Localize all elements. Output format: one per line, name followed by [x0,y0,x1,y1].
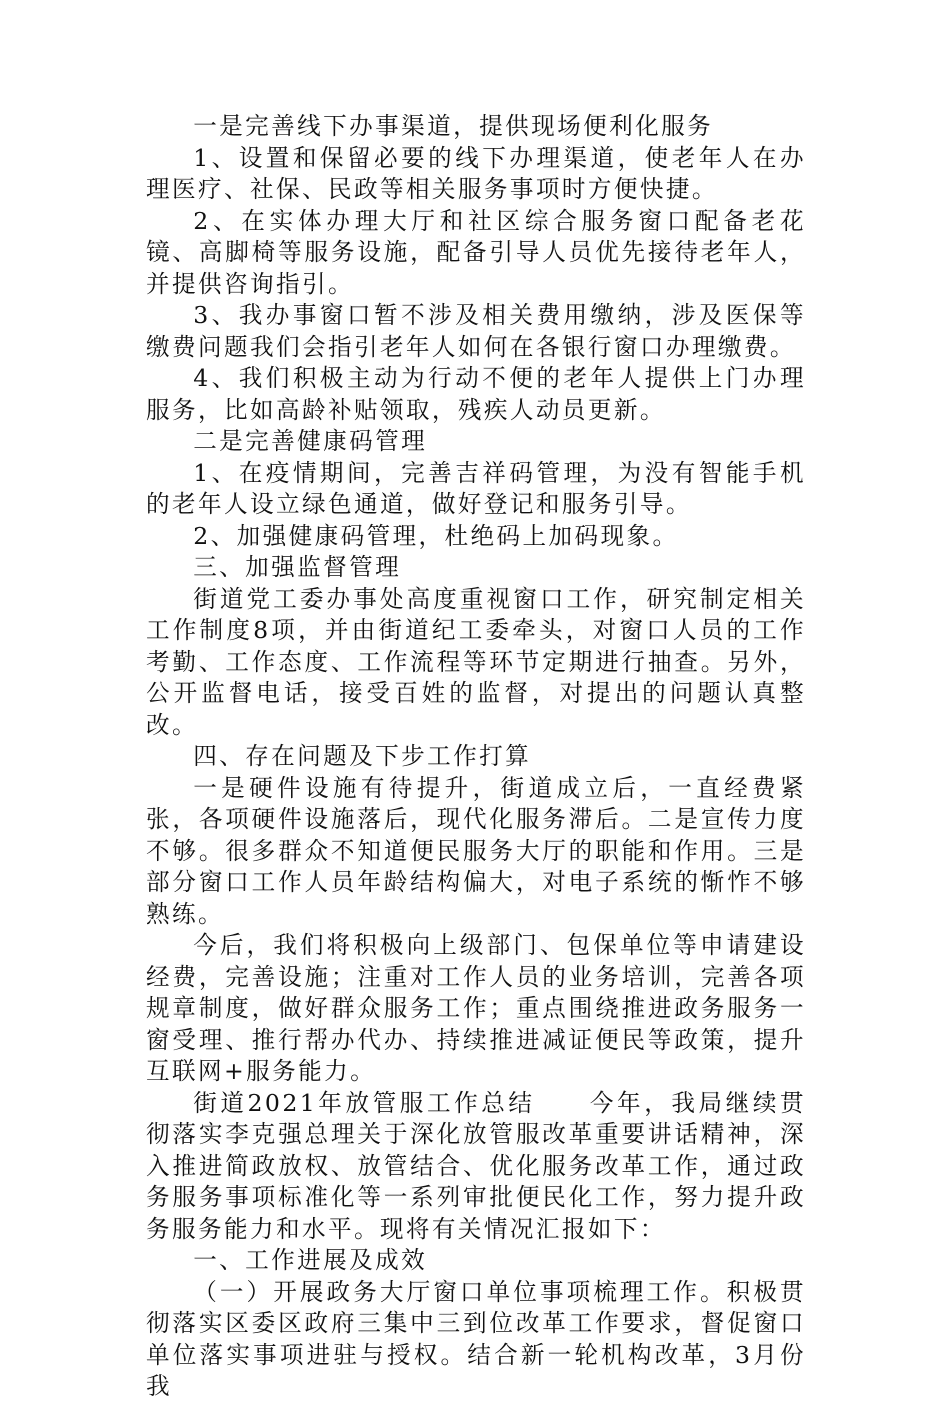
paragraph-supervision-heading: 三、加强监督管理 [193,553,402,581]
paragraph-health-code-item-1: 1、在疫情期间，完善吉祥码管理，为没有智能手机的老年人设立绿色通道，做好登记和服务引导。 [146,458,806,518]
paragraph-health-code-item-2: 2、加强健康码管理，杜绝码上加码现象。 [193,521,679,550]
paragraph-item-4-home-service: 4、我们积极主动为行动不便的老年人提供上门办理服务，比如高龄补贴领取，残疾人动员更新。 [146,364,806,424]
paragraph-item-1-offline-channels: 1、设置和保留必要的线下办理渠道，使老年人在办理医疗、社保、民政等相关服务事项时方便快捷。 [146,143,806,203]
paragraph-problems-heading: 四、存在问题及下步工作打算 [193,742,532,770]
paragraph-item-2-facilities: 2、在实体办理大厅和社区综合服务窗口配备老花镜、高脚椅等服务设施，配备引导人员优先接待老年人，并提供咨询指引。 [146,206,806,298]
paragraph-problems-body: 一是硬件设施有待提升，街道成立后，一直经费紧张，各项硬件设施落后，现代化服务滞后。二是宣传力度不够。很多群众不知道便民服务大厅的职能和作用。三是部分窗口工作人员年龄结构偏大，对电子系统的惭怍不够熟练。 [146,773,806,928]
paragraph-supervision-body: 街道党工委办事处高度重视窗口工作，研究制定相关工作制度8项，并由街道纪工委牵头，对窗口人员的工作考勤、工作态度、工作流程等环节定期进行抽查。另外，公开监督电话，接受百姓的监督，对提出的问题认真整改。 [146,584,806,739]
paragraph-future-plans: 今后，我们将积极向上级部门、包保单位等申请建设经费，完善设施；注重对工作人员的业务培训，完善各项规章制度，做好群众服务工作；重点围绕推进政务服务一窗受理、推行帮办代办、持续推进减证便民等政策，提升互联网+服务能力。 [146,931,806,1085]
paragraph-health-code-heading: 二是完善健康码管理 [193,427,428,455]
paragraph-summary-intro: 街道2021年放管服工作总结 今年，我局继续贯彻落实李克强总理关于深化放管服改革重要讲话精神，深入推进简政放权、放管结合、优化服务改革工作，通过政务服务事项标准化等一系列审批便民化工作，努力提升政务服务能力和水平。现将有关情况汇报如下： [146,1088,806,1243]
paragraph-item-3-fee-payment: 3、我办事窗口暂不涉及相关费用缴纳，涉及医保等缴费问题我们会指引老年人如何在各银行窗口办理缴费。 [146,301,806,361]
document-body [146,111,806,1403]
paragraph-service-channels-heading: 一是完善线下办事渠道，提供现场便利化服务 [193,112,714,140]
paragraph-progress-item-1: （一）开展政务大厅窗口单位事项梳理工作。积极贯彻落实区委区政府三集中三到位改革工作要求，督促窗口单位落实事项进驻与授权。结合新一轮机构改革，3月份我 [146,1277,806,1400]
paragraph-progress-heading: 一、工作进展及成效 [193,1246,428,1274]
